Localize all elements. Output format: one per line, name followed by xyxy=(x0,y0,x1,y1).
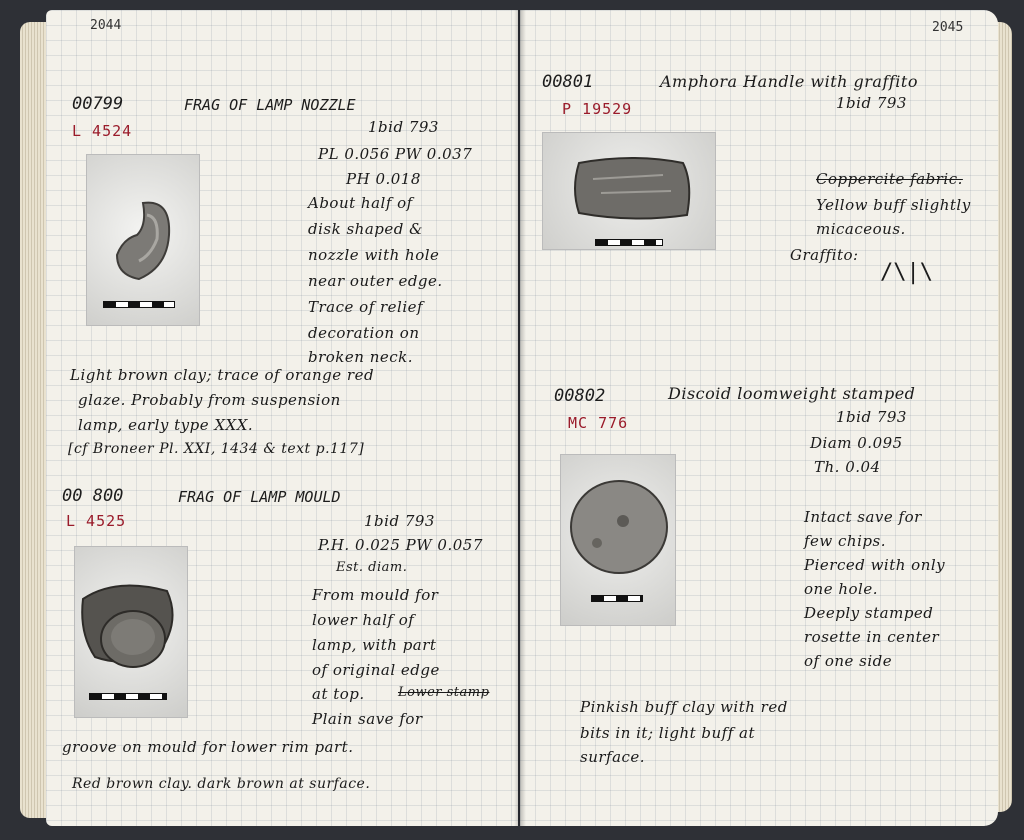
entry-802-note-line: surface. xyxy=(580,748,646,766)
entry-802-desc-line: Intact save for xyxy=(804,508,922,526)
entry-799-note-line: glaze. Probably from suspension xyxy=(78,391,341,409)
entry-800-desc-line: Plain save for xyxy=(312,710,423,728)
entry-801-graffito-mark: /\|\ xyxy=(880,260,933,285)
entry-801-graffito-label: Graffito: xyxy=(790,246,859,264)
entry-800-desc-line: of original edge xyxy=(312,661,440,679)
entry-799-number: 00799 xyxy=(72,94,124,114)
scale-bar xyxy=(89,693,167,700)
entry-801-number: 00801 xyxy=(542,72,594,92)
entry-800-dims2: Est. diam. xyxy=(336,560,408,575)
entry-800-title: FRAG OF LAMP MOULD xyxy=(178,488,341,506)
entry-802-context: 1bid 793 xyxy=(836,408,907,426)
scale-bar xyxy=(595,239,663,246)
entry-801-ref: P 19529 xyxy=(562,100,633,118)
entry-801-context: 1bid 793 xyxy=(836,94,907,112)
entry-802-title: Discoid loomweight stamped xyxy=(668,384,916,403)
entry-802-ref: MC 776 xyxy=(568,414,629,432)
lamp-nozzle-image xyxy=(87,155,199,325)
entry-802-photo xyxy=(560,454,676,626)
entry-799-ref: L 4524 xyxy=(72,122,133,140)
entry-802-desc-line: rosette in center xyxy=(804,628,940,646)
entry-800-photo xyxy=(74,546,188,718)
entry-800-dims1: P.H. 0.025 PW 0.057 xyxy=(318,536,483,554)
entry-801-desc-line: Yellow buff slightly xyxy=(816,196,971,214)
entry-799-note-line: Light brown clay; trace of orange red xyxy=(70,366,375,384)
left-page xyxy=(46,10,518,826)
entry-801-title: Amphora Handle with graffito xyxy=(660,72,918,91)
entry-799-desc-line: Trace of relief xyxy=(308,298,424,316)
entry-800-note-line: groove on mould for lower rim part. xyxy=(62,738,354,756)
entry-799-dims1: PL 0.056 PW 0.037 xyxy=(318,145,473,163)
entry-800-desc-line: From mould for xyxy=(312,586,439,604)
entry-799-desc-line: disk shaped & xyxy=(308,220,423,238)
entry-800-number: 00 800 xyxy=(62,486,124,506)
entry-799-desc-line: nozzle with hole xyxy=(308,246,440,264)
amphora-handle-image xyxy=(543,133,715,249)
scale-bar xyxy=(591,595,643,602)
entry-802-number: 00802 xyxy=(554,386,606,406)
book-gutter xyxy=(514,10,526,826)
lamp-mould-image xyxy=(75,547,187,717)
entry-802-note-line: bits in it; light buff at xyxy=(580,724,756,742)
entry-802-desc-line: one hole. xyxy=(804,580,878,598)
left-page-number: 2044 xyxy=(90,18,122,33)
entry-799-desc-line: decoration on xyxy=(308,324,420,342)
entry-800-context: 1bid 793 xyxy=(364,512,435,530)
entry-799-desc-line: About half of xyxy=(308,194,413,212)
entry-802-dims2: Th. 0.04 xyxy=(814,458,881,476)
entry-800-desc-line: lamp, with part xyxy=(312,636,437,654)
entry-802-dims1: Diam 0.095 xyxy=(810,434,903,452)
right-page-number: 2045 xyxy=(932,20,964,35)
entry-802-desc-line: Pierced with only xyxy=(804,556,946,574)
entry-802-desc-line: few chips. xyxy=(804,532,886,550)
entry-801-desc-line: micaceous. xyxy=(816,220,906,238)
entry-802-desc-line: of one side xyxy=(804,652,893,670)
entry-802-note-line: Pinkish buff clay with red xyxy=(580,698,788,716)
entry-799-note-line: [cf Broneer Pl. XXI, 1434 & text p.117] xyxy=(68,441,365,457)
entry-799-note-line: lamp, early type XXX. xyxy=(78,416,254,434)
entry-801-photo xyxy=(542,132,716,250)
entry-802-desc-line: Deeply stamped xyxy=(804,604,934,622)
entry-799-dims2: PH 0.018 xyxy=(346,170,421,188)
entry-800-struck-text: Lower stamp xyxy=(398,685,490,700)
right-page xyxy=(520,10,998,826)
entry-799-desc-line: broken neck. xyxy=(308,348,413,366)
entry-799-desc-line: near outer edge. xyxy=(308,272,443,290)
entry-799-title: FRAG OF LAMP NOZZLE xyxy=(184,96,356,114)
entry-801-struck-text: Coppercite fabric. xyxy=(816,170,963,188)
entry-800-desc-line: at top. xyxy=(312,685,365,703)
entry-799-photo xyxy=(86,154,200,326)
entry-800-ref: L 4525 xyxy=(66,512,127,530)
entry-800-desc-line: lower half of xyxy=(312,611,415,629)
scale-bar xyxy=(103,301,175,308)
entry-800-note-line: Red brown clay. dark brown at surface. xyxy=(72,776,371,792)
entry-799-context: 1bid 793 xyxy=(368,118,439,136)
